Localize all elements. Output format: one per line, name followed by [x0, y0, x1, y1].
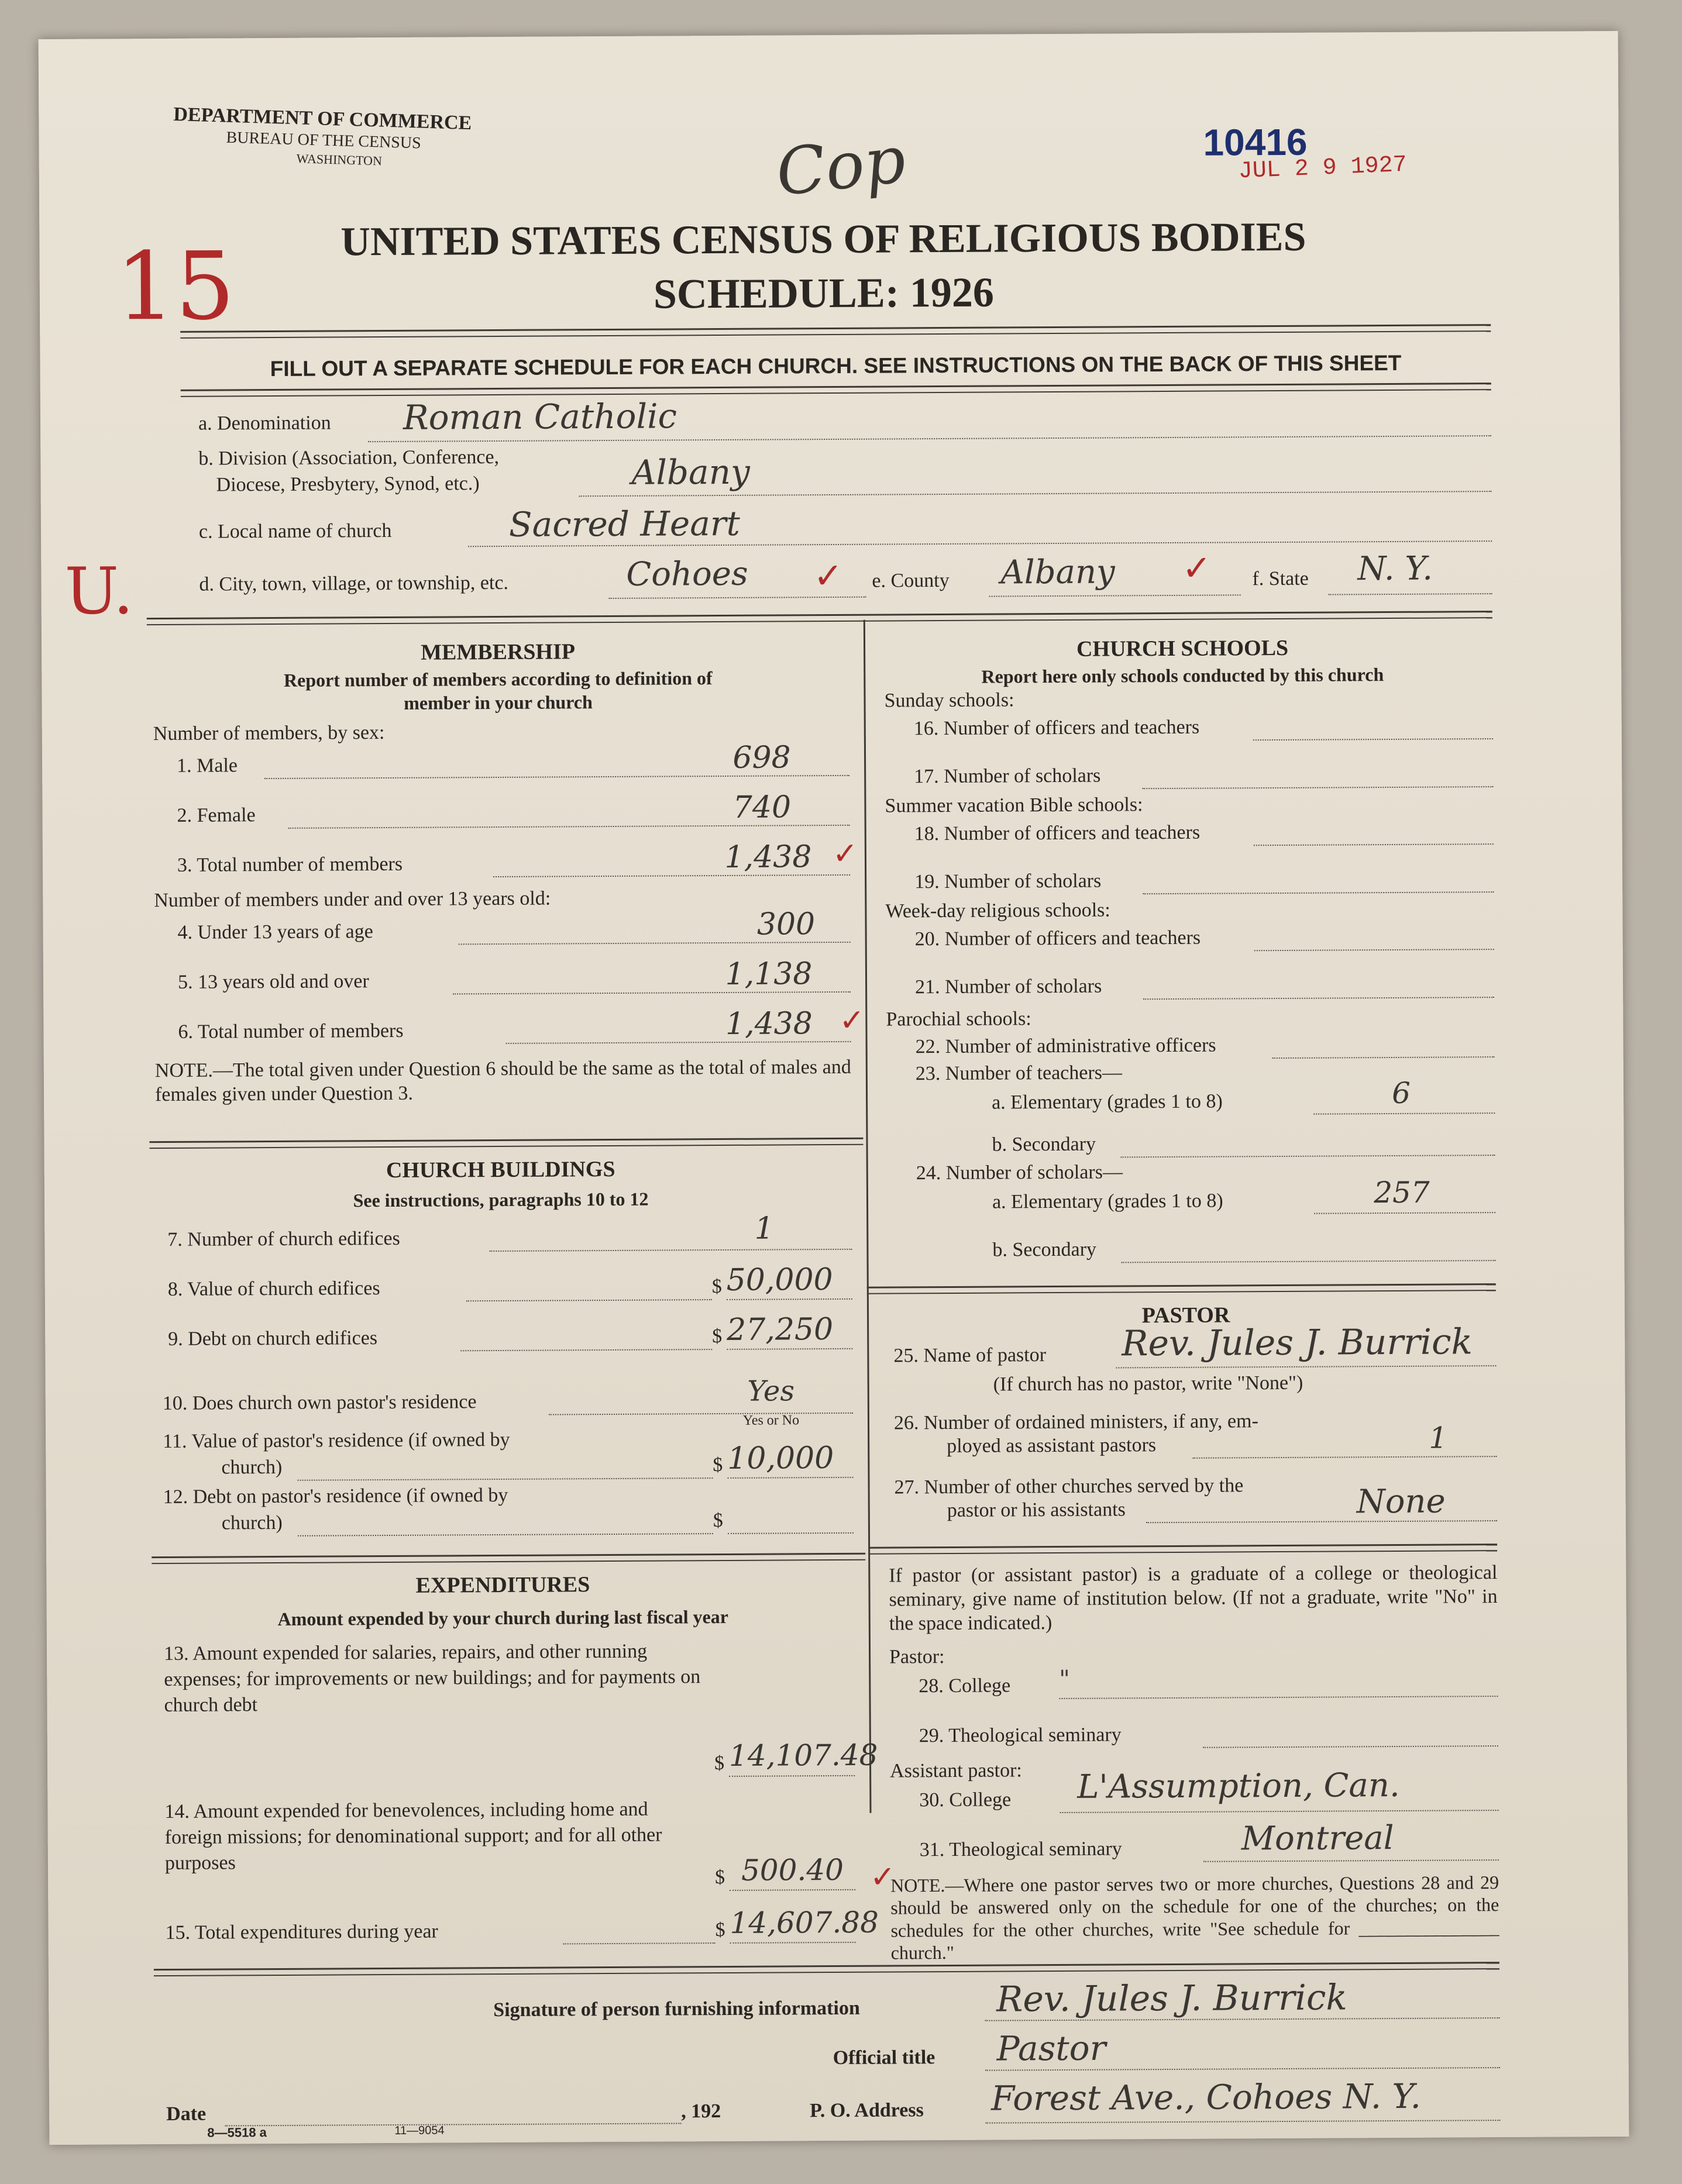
weekday-officers-line	[1254, 949, 1494, 951]
graduate-note: If pastor (or assistant pastor) is a graduate of a college or theological seminary, give name of institution below. (If not a graduate, write "No" in the space indicated.)	[889, 1562, 1498, 1635]
assistant-count-label: 26. Number of ordained ministers, if any, em-	[893, 1410, 1258, 1434]
sunday-officers-label: 16. Number of officers and teachers	[913, 716, 1200, 740]
total-expenditures-amount: 14,607.88	[730, 1905, 879, 1940]
total-expenditures-label: 15. Total expenditures during year	[165, 1920, 438, 1944]
weekday-scholars-line	[1143, 997, 1494, 1000]
under-13-value: 300	[756, 907, 816, 942]
census-schedule-sheet	[39, 31, 1629, 2145]
residence-own-value: Yes	[747, 1375, 795, 1408]
division-value: Albany	[631, 452, 750, 492]
edifice-count-label: 7. Number of church edifices	[167, 1227, 400, 1251]
dollar-sign: $	[711, 1276, 722, 1298]
margin-letter: U.	[64, 553, 134, 629]
assistant-count-label-2: ployed as assistant pastors	[947, 1434, 1157, 1457]
dollar-sign: $	[714, 1752, 725, 1775]
assistant-college-line	[1060, 1810, 1498, 1813]
secondary-teachers-line	[1121, 1155, 1495, 1158]
summer-officers-line	[1254, 843, 1494, 846]
pastor-seminary-label: 29. Theological seminary	[919, 1724, 1122, 1747]
parochial-schools-heading: Parochial schools:	[886, 1008, 1031, 1031]
residence-debt-amount-line	[728, 1532, 854, 1534]
po-address-value: Forest Ave., Cohoes N. Y.	[990, 2076, 1421, 2118]
dollar-sign: $	[712, 1325, 723, 1348]
female-line	[288, 825, 850, 829]
header-rule	[180, 324, 1491, 339]
buildings-rule	[152, 1553, 865, 1564]
other-churches-value: None	[1356, 1482, 1446, 1521]
margin-number: 15	[115, 231, 235, 342]
check-mark-icon: ✓	[813, 556, 843, 596]
edifice-debt-amount: 27,250	[727, 1312, 834, 1348]
print-number: 11—9054	[394, 2124, 445, 2137]
secondary-scholars-label: b. Secondary	[992, 1238, 1097, 1261]
assistant-seminary-line	[1203, 1859, 1499, 1862]
elementary-scholars-line	[1314, 1212, 1495, 1214]
residence-value-amount-line	[727, 1477, 853, 1479]
running-expenses-amount: 14,107.48	[728, 1738, 878, 1773]
pastor-seminary-line	[1203, 1745, 1498, 1748]
assistant-seminary-value: Montreal	[1241, 1819, 1394, 1858]
check-mark-icon: ✓	[869, 1861, 896, 1894]
pastor-sub-heading: Pastor:	[889, 1646, 945, 1668]
under-13-label: 4. Under 13 years of age	[177, 921, 373, 943]
over-13-label: 5. 13 years old and over	[177, 970, 369, 993]
male-line	[264, 775, 849, 779]
edifice-count-value: 1	[754, 1211, 774, 1246]
elementary-teachers-line	[1313, 1112, 1495, 1115]
bureau-heading: BUREAU OF THE CENSUS	[226, 128, 422, 153]
schools-title: CHURCH SCHOOLS	[1076, 635, 1289, 662]
church-name-label: c. Local name of church	[198, 519, 392, 543]
benevolences-amount: 500.40	[741, 1852, 844, 1887]
membership-sub-2: member in your church	[404, 691, 593, 714]
pastor-college-value: "	[1059, 1665, 1070, 1693]
other-churches-label: 27. Number of other churches served by the	[894, 1475, 1244, 1499]
state-value: N. Y.	[1357, 549, 1433, 588]
elementary-teachers-label: a. Elementary (grades 1 to 8)	[992, 1090, 1223, 1114]
instruction-banner: FILL OUT A SEPARATE SCHEDULE FOR EACH CHURCH. SEE INSTRUCTIONS ON THE BACK OF THIS SHEET	[270, 350, 1402, 381]
pastor-college-label: 28. College	[919, 1675, 1011, 1697]
over-13-line	[453, 991, 851, 995]
dollar-sign: $	[715, 1918, 725, 1941]
elementary-teachers-value: 6	[1392, 1076, 1411, 1111]
ident-rule	[147, 611, 1492, 625]
weekday-scholars-label: 21. Number of scholars	[915, 975, 1102, 998]
total-expenditures-line	[563, 1942, 716, 1944]
assistant-college-value: L'Assumption, Can.	[1077, 1766, 1400, 1806]
total-members-2-value: 1,438	[725, 1006, 813, 1042]
weekday-officers-label: 20. Number of officers and teachers	[914, 926, 1201, 950]
schools-rule	[867, 1283, 1496, 1294]
residence-value-line	[297, 1477, 713, 1481]
admin-officers-line	[1272, 1056, 1495, 1059]
buildings-sub: See instructions, paragraphs 10 to 12	[353, 1188, 649, 1211]
stamp-date: JUL 2 9 1927	[1237, 151, 1408, 185]
residence-own-label: 10. Does church own pastor's residence	[162, 1391, 477, 1415]
pastor-rule	[868, 1544, 1497, 1555]
assistant-sub-heading: Assistant pastor:	[890, 1759, 1022, 1782]
assistant-count-value: 1	[1429, 1421, 1448, 1455]
edifice-value-label: 8. Value of church edifices	[167, 1277, 380, 1300]
age-heading: Number of members under and over 13 years old:	[154, 887, 551, 912]
membership-sub-1: Report number of members according to definition of	[283, 667, 713, 691]
denomination-label: a. Denomination	[198, 412, 331, 435]
residence-value-label-2: church)	[221, 1456, 283, 1479]
assistant-seminary-label: 31. Theological seminary	[919, 1838, 1122, 1861]
membership-note: NOTE.—The total given under Question 6 should be the same as the total of males and females given under Question 3.	[154, 1056, 851, 1105]
state-label: f. State	[1252, 567, 1309, 590]
date-line	[225, 2123, 681, 2126]
city-line	[609, 597, 866, 599]
summer-scholars-label: 19. Number of scholars	[914, 870, 1102, 893]
pastor-name-label: 25. Name of pastor	[893, 1344, 1047, 1367]
expenditures-title: EXPENDITURES	[415, 1572, 590, 1598]
sunday-schools-heading: Sunday schools:	[884, 689, 1014, 712]
sunday-officers-line	[1253, 738, 1493, 740]
edifice-debt-amount-line	[727, 1348, 852, 1350]
date-label: Date	[166, 2103, 207, 2125]
benevolences-amount-line	[730, 1889, 855, 1891]
total-members-label: 3. Total number of members	[177, 853, 403, 876]
secondary-teachers-label: b. Secondary	[992, 1133, 1096, 1156]
denomination-value: Roman Catholic	[403, 396, 677, 438]
weekday-schools-heading: Week-day religious schools:	[885, 899, 1110, 922]
county-value: Albany	[1000, 553, 1115, 592]
total-members-2-line	[506, 1041, 851, 1044]
edifice-value-line	[466, 1299, 712, 1301]
residence-value-label: 11. Value of pastor's residence (if owned by	[163, 1428, 510, 1453]
edifice-debt-label: 9. Debt on church edifices	[168, 1327, 378, 1350]
official-title-label: Official title	[833, 2047, 935, 2069]
benevolences-label: 14. Amount expended for benevolences, including home and foreign missions; for denominational support; and for all other purposes	[164, 1798, 662, 1875]
form-title: UNITED STATES CENSUS OF RELIGIOUS BODIES	[340, 214, 1306, 265]
pastor-note: NOTE.—Where one pastor serves two or more churches, Questions 28 and 29 should be answered only on the schedule for one of the churches; on the schedules for the other churches, write "See schedule for _______________ church."	[890, 1872, 1499, 1963]
admin-officers-label: 22. Number of administrative officers	[915, 1034, 1216, 1058]
total-members-2-label: 6. Total number of members	[178, 1019, 404, 1043]
county-label: e. County	[872, 569, 950, 592]
schedule-title: SCHEDULE: 1926	[653, 268, 995, 318]
church-name-value: Sacred Heart	[508, 503, 741, 545]
city-value: Cohoes	[626, 554, 748, 594]
assistant-college-label: 30. College	[919, 1789, 1012, 1811]
check-mark-icon: ✓	[832, 837, 858, 871]
sunday-scholars-line	[1142, 786, 1493, 789]
pastor-name-hint: (If church has no pastor, write "None")	[993, 1372, 1303, 1396]
check-mark-icon: ✓	[839, 1004, 865, 1038]
edifice-debt-line	[460, 1349, 712, 1351]
official-title-value: Pastor	[996, 2028, 1106, 2069]
membership-rule	[149, 1138, 863, 1149]
dollar-sign: $	[713, 1454, 723, 1476]
summer-officers-label: 18. Number of officers and teachers	[914, 821, 1201, 845]
city-label: d. City, town, village, or township, etc.	[199, 571, 509, 595]
running-expenses-amount-line	[729, 1775, 855, 1777]
department-heading: DEPARTMENT OF COMMERCE	[173, 103, 472, 135]
expenditures-sub: Amount expended by your church during last fiscal year	[277, 1606, 729, 1630]
summer-schools-heading: Summer vacation Bible schools:	[885, 794, 1143, 817]
po-address-line	[985, 2120, 1500, 2124]
over-13-value: 1,138	[725, 956, 813, 992]
running-expenses-label: 13. Amount expended for salaries, repairs, and other running expenses; for improvements or new buildings; and for payments on church debt	[163, 1640, 701, 1717]
total-members-line	[493, 874, 850, 877]
assistant-count-line	[1192, 1456, 1497, 1459]
teachers-heading: 23. Number of teachers—	[915, 1062, 1123, 1085]
elementary-scholars-value: 257	[1374, 1175, 1430, 1210]
male-value: 698	[732, 740, 791, 776]
residence-debt-label-2: church)	[221, 1511, 283, 1534]
po-address-label: P. O. Address	[810, 2099, 924, 2122]
county-line	[989, 594, 1241, 597]
schools-sub: Report here only schools conducted by this church	[981, 664, 1384, 687]
scholars-heading: 24. Number of scholars—	[916, 1161, 1123, 1184]
under-13-line	[459, 942, 851, 945]
female-value: 740	[732, 790, 792, 825]
stamp-number: 10416	[1203, 120, 1308, 164]
residence-debt-label: 12. Debt on pastor's residence (if owned by	[163, 1484, 508, 1508]
dollar-sign: $	[714, 1866, 725, 1889]
footer-rule	[154, 1962, 1499, 1976]
division-label-2: Diocese, Presbytery, Synod, etc.)	[216, 473, 480, 496]
summer-scholars-line	[1143, 891, 1494, 894]
male-label: 1. Male	[177, 755, 238, 777]
pastor-college-line	[1059, 1696, 1498, 1699]
form-number: 8—5518 a	[207, 2125, 267, 2140]
other-churches-label-2: pastor or his assistants	[947, 1499, 1126, 1521]
members-by-sex-heading: Number of members, by sex:	[153, 722, 385, 745]
pastor-name-line	[1116, 1365, 1497, 1368]
state-line	[1329, 593, 1492, 595]
sunday-scholars-label: 17. Number of scholars	[914, 764, 1101, 788]
secondary-scholars-line	[1122, 1260, 1496, 1263]
instruction-rule	[181, 383, 1491, 397]
dollar-sign: $	[713, 1510, 723, 1532]
division-label: b. Division (Association, Conference,	[198, 446, 500, 470]
edifice-value-amount: 50,000	[726, 1262, 833, 1298]
membership-title: MEMBERSHIP	[421, 639, 576, 665]
pastor-title: PASTOR	[1141, 1303, 1230, 1328]
yes-no-hint: Yes or No	[742, 1413, 800, 1428]
copy-note: Cop	[772, 122, 909, 211]
city-heading: WASHINGTON	[296, 151, 383, 168]
signature-label: Signature of person furnishing information	[493, 1997, 860, 2021]
elementary-scholars-label: a. Elementary (grades 1 to 8)	[992, 1190, 1223, 1213]
column-divider	[864, 620, 872, 1813]
residence-debt-line	[298, 1533, 713, 1537]
female-label: 2. Female	[177, 804, 256, 826]
total-members-value: 1,438	[724, 839, 812, 875]
other-churches-line	[1146, 1520, 1497, 1523]
total-expenditures-amount-line	[730, 1942, 856, 1944]
residence-value-amount: 10,000	[727, 1441, 834, 1476]
edifice-count-line	[489, 1249, 852, 1252]
pastor-name-value: Rev. Jules J. Burrick	[1122, 1321, 1473, 1365]
buildings-title: CHURCH BUILDINGS	[386, 1156, 615, 1183]
edifice-value-amount-line	[727, 1298, 852, 1300]
signature-value: Rev. Jules J. Burrick	[996, 1977, 1347, 2020]
date-year-suffix: , 192	[681, 2100, 721, 2123]
check-mark-icon: ✓	[1182, 549, 1212, 588]
